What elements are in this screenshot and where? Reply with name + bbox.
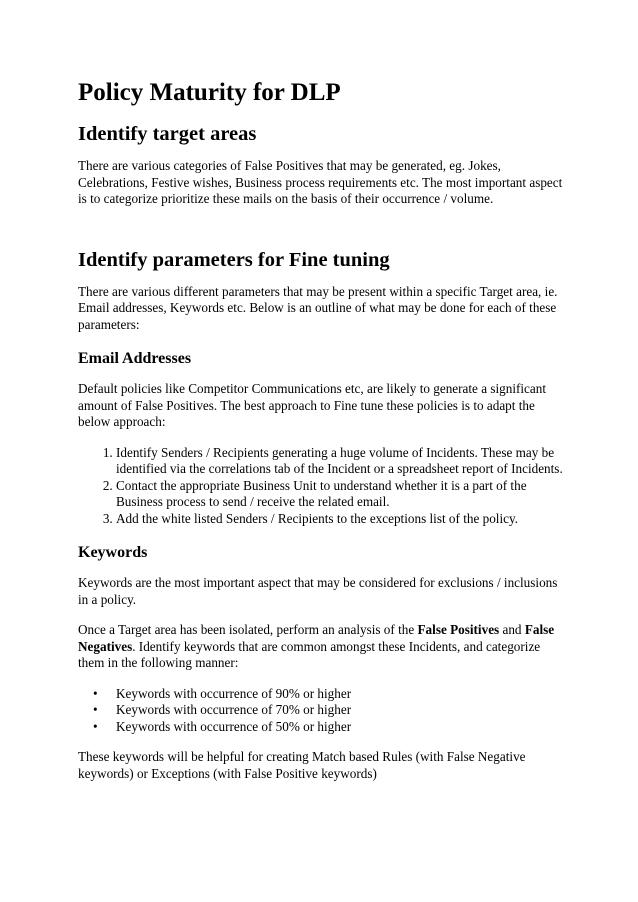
subheading-keywords: Keywords	[78, 544, 148, 561]
list-item	[93, 685, 568, 703]
list-item-text: Keywords with occurrence of 70% or higher	[116, 702, 352, 717]
target-areas-paragraph: There are various categories of False Positives that may be generated, eg. Jokes, Celebrations, Festive wishes, Business process requirements etc. The most important aspect is to categorize prioritize these mails on the basis of their occurrence / volume.	[78, 158, 563, 206]
bullet-icon: •	[93, 685, 98, 701]
bullet-icon: •	[93, 718, 98, 734]
list-item: 1. Identify Senders / Recipients generating a huge volume of Incidents. These may be identified via the correlations tab of the Incident or a spreadsheet report of Incidents.	[116, 445, 568, 478]
list-item	[93, 702, 568, 719]
text-run: Once a Target area has been isolated, perform an analysis of the	[78, 622, 418, 637]
email-steps-list	[78, 445, 568, 528]
text-run: . Identify keywords that are common amongst these Incidents, and categorize them in the following manner:	[78, 638, 541, 670]
bullet-icon: •	[93, 702, 98, 717]
fine-tuning-paragraph: There are various different parameters that may be present within a specific Target area, ie. Email addresses, Keywords etc. Below is an outline of what may be done for each of these parameters:	[78, 283, 558, 332]
list-item: 2. Contact the appropriate Business Unit to understand whether it is a part of the Business process to send / receive the related email.	[116, 478, 568, 511]
subheading-email-addresses: Email Addresses	[78, 350, 192, 367]
keywords-paragraph-3: These keywords will be helpful for creating Match based Rules (with False Negative keywords) or Exceptions (with False Positive keywords)	[78, 749, 526, 781]
list-item-text: Keywords with occurrence of 50% or higher	[116, 718, 352, 734]
page-title: Policy Maturity for DLP	[78, 79, 341, 106]
keywords-bullet-list	[78, 686, 568, 736]
text-run: and	[499, 622, 525, 637]
section-heading-fine-tuning: Identify parameters for Fine tuning	[78, 248, 390, 271]
bold-false-negatives: False Negatives	[78, 622, 555, 654]
bold-false-positives: False Positives	[417, 622, 500, 637]
keywords-paragraph-2	[78, 622, 568, 672]
keywords-paragraph-1: Keywords are the most important aspect that may be considered for exclusions / inclusions in a policy.	[78, 575, 558, 607]
email-paragraph: Default policies like Competitor Communications etc, are likely to generate a significant amount of False Positives. The best approach to Fine tune these policies is to adapt the below approach:	[78, 381, 547, 429]
list-item-text: Keywords with occurrence of 90% or higher	[116, 685, 352, 701]
list-item	[93, 718, 568, 736]
list-item: 3. Add the white listed Senders / Recipients to the exceptions list of the policy.	[116, 511, 568, 528]
section-heading-target-areas: Identify target areas	[78, 123, 257, 145]
